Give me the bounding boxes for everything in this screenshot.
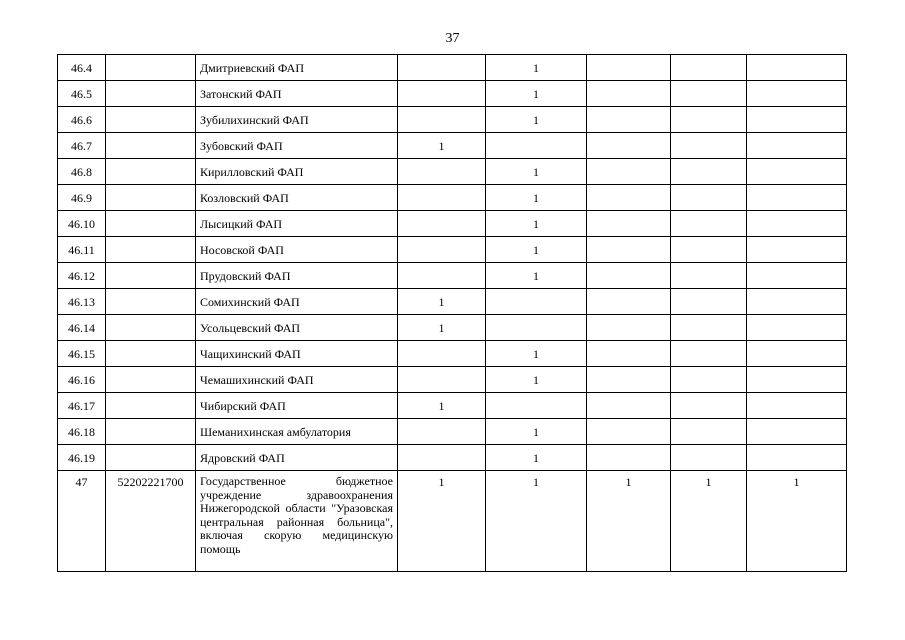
row-col-2: 1 [486, 81, 587, 107]
row-col-5 [747, 393, 847, 419]
row-col-2 [486, 133, 587, 159]
row-col-2 [486, 393, 587, 419]
row-col-1 [398, 185, 486, 211]
table-row [58, 445, 847, 471]
table-row [58, 185, 847, 211]
row-code [106, 55, 196, 81]
row-col-1 [398, 55, 486, 81]
row-code [106, 159, 196, 185]
row-number: 46.4 [58, 55, 106, 81]
row-col-4: 1 [671, 471, 747, 572]
row-name: Государственное бюджетное учреждение здравоохранения Нижегородской области "Уразовская центральная районная больница", включая скорую медицинскую помощь [196, 471, 398, 572]
row-name: Шеманихинская амбулатория [196, 419, 398, 445]
row-col-3 [587, 185, 671, 211]
row-col-5 [747, 211, 847, 237]
row-col-3 [587, 393, 671, 419]
row-number: 46.13 [58, 289, 106, 315]
row-col-2: 1 [486, 185, 587, 211]
table-row [58, 107, 847, 133]
row-col-1: 1 [398, 289, 486, 315]
row-col-3 [587, 367, 671, 393]
row-col-4 [671, 107, 747, 133]
row-col-2: 1 [486, 341, 587, 367]
row-code [106, 289, 196, 315]
row-code [106, 133, 196, 159]
row-col-4 [671, 263, 747, 289]
row-col-2: 1 [486, 107, 587, 133]
row-code [106, 393, 196, 419]
row-number: 46.17 [58, 393, 106, 419]
row-number: 46.12 [58, 263, 106, 289]
row-col-2: 1 [486, 263, 587, 289]
table-row [58, 237, 847, 263]
row-col-2: 1 [486, 55, 587, 81]
table-row [58, 159, 847, 185]
row-number: 47 [58, 471, 106, 572]
row-name: Прудовский ФАП [196, 263, 398, 289]
row-col-4 [671, 133, 747, 159]
row-code [106, 263, 196, 289]
row-col-5 [747, 367, 847, 393]
row-code [106, 81, 196, 107]
row-number: 46.9 [58, 185, 106, 211]
row-col-4 [671, 185, 747, 211]
row-col-3 [587, 445, 671, 471]
row-col-3 [587, 81, 671, 107]
table-row [58, 211, 847, 237]
row-col-2: 1 [486, 159, 587, 185]
row-col-4 [671, 211, 747, 237]
row-col-2 [486, 315, 587, 341]
row-col-5 [747, 289, 847, 315]
table-row [58, 81, 847, 107]
row-col-5 [747, 445, 847, 471]
row-code [106, 367, 196, 393]
row-col-3 [587, 419, 671, 445]
row-col-4 [671, 237, 747, 263]
row-code [106, 211, 196, 237]
row-name: Зубилихинский ФАП [196, 107, 398, 133]
row-name: Козловский ФАП [196, 185, 398, 211]
table-body [58, 55, 847, 572]
row-col-4 [671, 367, 747, 393]
row-col-1 [398, 367, 486, 393]
row-col-1: 1 [398, 133, 486, 159]
row-col-3 [587, 237, 671, 263]
table-row [58, 367, 847, 393]
row-code: 52202221700 [106, 471, 196, 572]
row-col-1 [398, 211, 486, 237]
row-col-1 [398, 159, 486, 185]
row-code [106, 185, 196, 211]
row-code [106, 237, 196, 263]
row-code [106, 419, 196, 445]
row-code [106, 445, 196, 471]
row-col-5 [747, 263, 847, 289]
row-col-4 [671, 159, 747, 185]
row-col-5 [747, 237, 847, 263]
page-number: 37 [445, 31, 460, 46]
row-col-3 [587, 107, 671, 133]
table-row [58, 341, 847, 367]
row-name: Зубовский ФАП [196, 133, 398, 159]
row-col-2: 1 [486, 211, 587, 237]
row-col-4 [671, 393, 747, 419]
table-row [58, 419, 847, 445]
row-col-4 [671, 289, 747, 315]
row-name: Лысицкий ФАП [196, 211, 398, 237]
row-number: 46.16 [58, 367, 106, 393]
row-number: 46.15 [58, 341, 106, 367]
row-name: Дмитриевский ФАП [196, 55, 398, 81]
row-name: Ядровский ФАП [196, 445, 398, 471]
row-col-3 [587, 55, 671, 81]
table-row [58, 289, 847, 315]
row-col-1 [398, 445, 486, 471]
row-col-1: 1 [398, 393, 486, 419]
row-code [106, 107, 196, 133]
row-col-1 [398, 237, 486, 263]
row-col-3 [587, 263, 671, 289]
row-col-1 [398, 341, 486, 367]
facilities-table [57, 54, 847, 572]
row-number: 46.11 [58, 237, 106, 263]
table-row [58, 393, 847, 419]
row-col-4 [671, 81, 747, 107]
row-col-1 [398, 81, 486, 107]
row-col-5 [747, 55, 847, 81]
row-number: 46.14 [58, 315, 106, 341]
row-col-1 [398, 419, 486, 445]
row-name: Сомихинский ФАП [196, 289, 398, 315]
row-col-1: 1 [398, 471, 486, 572]
row-col-3 [587, 159, 671, 185]
row-name: Кирилловский ФАП [196, 159, 398, 185]
row-col-5 [747, 133, 847, 159]
row-col-1 [398, 263, 486, 289]
row-col-4 [671, 419, 747, 445]
row-col-5 [747, 107, 847, 133]
row-col-2: 1 [486, 419, 587, 445]
row-number: 46.6 [58, 107, 106, 133]
row-name: Затонский ФАП [196, 81, 398, 107]
row-col-4 [671, 445, 747, 471]
row-col-2: 1 [486, 237, 587, 263]
row-col-1: 1 [398, 315, 486, 341]
row-name: Усольцевский ФАП [196, 315, 398, 341]
row-col-2: 1 [486, 471, 587, 572]
row-col-4 [671, 55, 747, 81]
row-col-1 [398, 107, 486, 133]
table-row [58, 471, 847, 572]
row-col-2: 1 [486, 367, 587, 393]
row-code [106, 341, 196, 367]
row-number: 46.19 [58, 445, 106, 471]
row-col-3 [587, 133, 671, 159]
row-col-5 [747, 341, 847, 367]
table-row [58, 315, 847, 341]
row-code [106, 315, 196, 341]
row-col-5: 1 [747, 471, 847, 572]
row-col-5 [747, 185, 847, 211]
table-row [58, 55, 847, 81]
row-col-4 [671, 315, 747, 341]
row-name: Чибирский ФАП [196, 393, 398, 419]
row-col-3: 1 [587, 471, 671, 572]
row-name: Носовской ФАП [196, 237, 398, 263]
row-col-5 [747, 315, 847, 341]
row-col-2 [486, 289, 587, 315]
row-col-3 [587, 289, 671, 315]
row-col-3 [587, 341, 671, 367]
row-col-3 [587, 211, 671, 237]
row-col-2: 1 [486, 445, 587, 471]
row-name: Чащихинский ФАП [196, 341, 398, 367]
row-number: 46.8 [58, 159, 106, 185]
row-number: 46.5 [58, 81, 106, 107]
row-name: Чемашихинский ФАП [196, 367, 398, 393]
row-col-5 [747, 419, 847, 445]
row-col-5 [747, 159, 847, 185]
row-col-5 [747, 81, 847, 107]
table-row [58, 263, 847, 289]
row-col-4 [671, 341, 747, 367]
table-row [58, 133, 847, 159]
row-col-3 [587, 315, 671, 341]
row-number: 46.10 [58, 211, 106, 237]
row-number: 46.7 [58, 133, 106, 159]
row-number: 46.18 [58, 419, 106, 445]
